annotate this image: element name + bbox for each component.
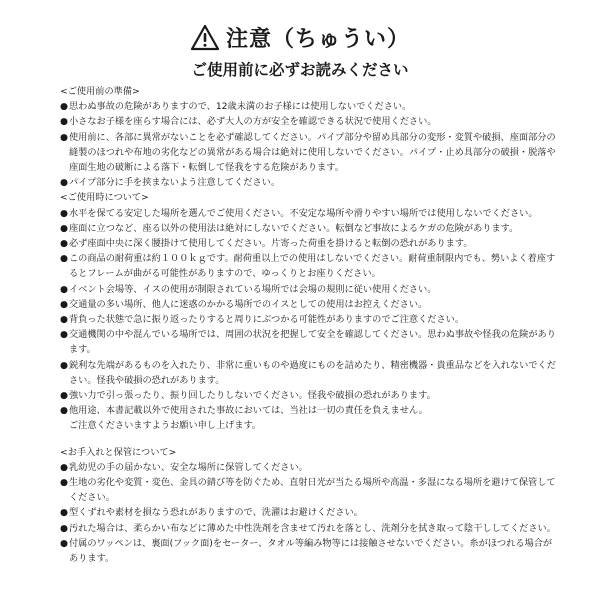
bullet-icon: ●: [60, 359, 69, 371]
bullet-icon: ●: [60, 314, 69, 326]
list-item: ● 座面に立つなど、座る以外の使用法は絶対にしないでください。転倒など事故によるケガの危険があります。: [60, 221, 560, 236]
list-item: ● パイプ部分に手を挟まないよう注意してください。: [60, 175, 560, 190]
bullet-icon: ●: [60, 298, 69, 310]
bullet-icon: ●: [60, 405, 69, 417]
usage-note: ご注意くださいますようお願い申し上げます。: [69, 420, 262, 432]
list-item: ● 交通量の多い場所、他人に迷惑のかかる場所でのイスとしての使用はお控えください。: [60, 297, 560, 312]
bullet-icon: ●: [60, 477, 69, 489]
bullet-icon: ●: [60, 207, 69, 219]
page-subtitle: ご使用前に必ずお読みください: [191, 61, 409, 79]
list-item: ● この商品の耐荷重は約１００ｋｇです。耐荷重以上での使用はしないでください。耐荷重制限内でも、勢いよく着座するとフレームが曲がる可能性がありますので、ゆっくりとお座りください。: [60, 253, 556, 280]
warning-icon: [190, 24, 220, 51]
bullet-icon: ●: [60, 222, 69, 234]
bullet-icon: ●: [60, 238, 69, 250]
list-item: ● 使用前に、各部に異常がないことを必ず確認してください。パイプ部分や留め具部分の変形・変質や破損、座面部分の縫製のほつれや布地の劣化などの異常がある場合は絶対に使用しないでください。パイプ・止め具部分の破損・脱落や座面生地の破断による落下・転倒して怪我をする危険があります。: [60, 131, 556, 174]
list-item: ● 型くずれや素材を損なう恐れがありますので、洗濯はお避けください。: [60, 505, 560, 520]
list-item: ● 付属のワッペンは、裏面(フック面)をセーター、タオル等編み物等には接触させないでください。糸がほつれる場合があります。: [60, 537, 553, 565]
list-item: ● イベント会場等、イスの使用が制限されている場所では会場の規則に従い使用ください。: [60, 282, 560, 297]
list-item: ● 交通機関の中や混んでいる場所では、周囲の状況を把握して安全を確認してください。思わぬ事故や怪我の危険があります。: [60, 329, 556, 356]
title-row: [0, 22, 600, 53]
bullet-icon: ●: [60, 116, 69, 128]
list-item: ● 他用途、本書記載以外で使用された事故においては、当社は一切の責任を負えません。: [60, 403, 560, 418]
list-item: ● 強い力で引っ張ったり、振り回したりしないでください。怪我や破損の恐れがあります。: [60, 388, 560, 403]
bullet-icon: ●: [60, 390, 69, 402]
bullet-icon: ●: [60, 253, 69, 265]
bullet-icon: ●: [60, 131, 69, 143]
list-item: ● 思わぬ事故の危険がありますので、12歳未満のお子様には使用しないでください。: [60, 99, 560, 114]
bullet-icon: ●: [60, 522, 69, 534]
section-heading-care: <お手入れと保管について>: [60, 446, 177, 458]
page-title: 注意（ちゅうい）: [225, 27, 410, 52]
section-heading-usage: <ご使用時について>: [60, 192, 149, 204]
bullet-icon: ●: [60, 101, 69, 113]
bullet-icon: ●: [60, 537, 69, 549]
list-item: ● 鋭利な先端があるものを入れたり、非常に重いものや過度にものを詰めたり、精密機器・貴重品などを入れないでください。怪我や破損の恐れがあります。: [60, 359, 556, 386]
list-item: ● 背負った状態で急に振り返ったりすると周りにぶつかる可能性がありますのでご注意ください。: [60, 312, 560, 327]
list-item: ● 汚れた場合は、柔らかい布などに薄めた中性洗剤を含ませて汚れを落とし、洗剤分を拭き取って陰干ししてください。: [60, 521, 560, 536]
caution-content: [60, 84, 560, 566]
bullet-icon: ●: [60, 461, 69, 473]
list-item: ● 小さなお子様を座らす場合には、必ず大人の方が安全を確認できる状況で使用ください。: [60, 114, 560, 129]
list-item: ● 必ず座面中央に深く腰掛けて使用してください。片寄った荷重を掛けると転倒の恐れがあります。: [60, 236, 560, 251]
bullet-icon: ●: [60, 177, 69, 189]
bullet-icon: ●: [60, 283, 69, 295]
list-item: ● 乳幼児の手の届かない、安全な場所に保管してください。: [60, 460, 560, 475]
list-item: ● 水平を保てる安定した場所を選んでご使用ください。不安定な場所や滑りやすい場所では使用しないでください。: [60, 206, 560, 221]
list-item: ● 生地の劣化や変質・変色、金具の錆び等を防ぐため、直射日光が当たる場所や高温・多湿になる場所を避けて保管してください。: [60, 477, 556, 504]
section-heading-preparation: <ご使用前の準備>: [60, 86, 140, 97]
bullet-icon: ●: [60, 329, 69, 341]
bullet-icon: ●: [60, 507, 69, 519]
